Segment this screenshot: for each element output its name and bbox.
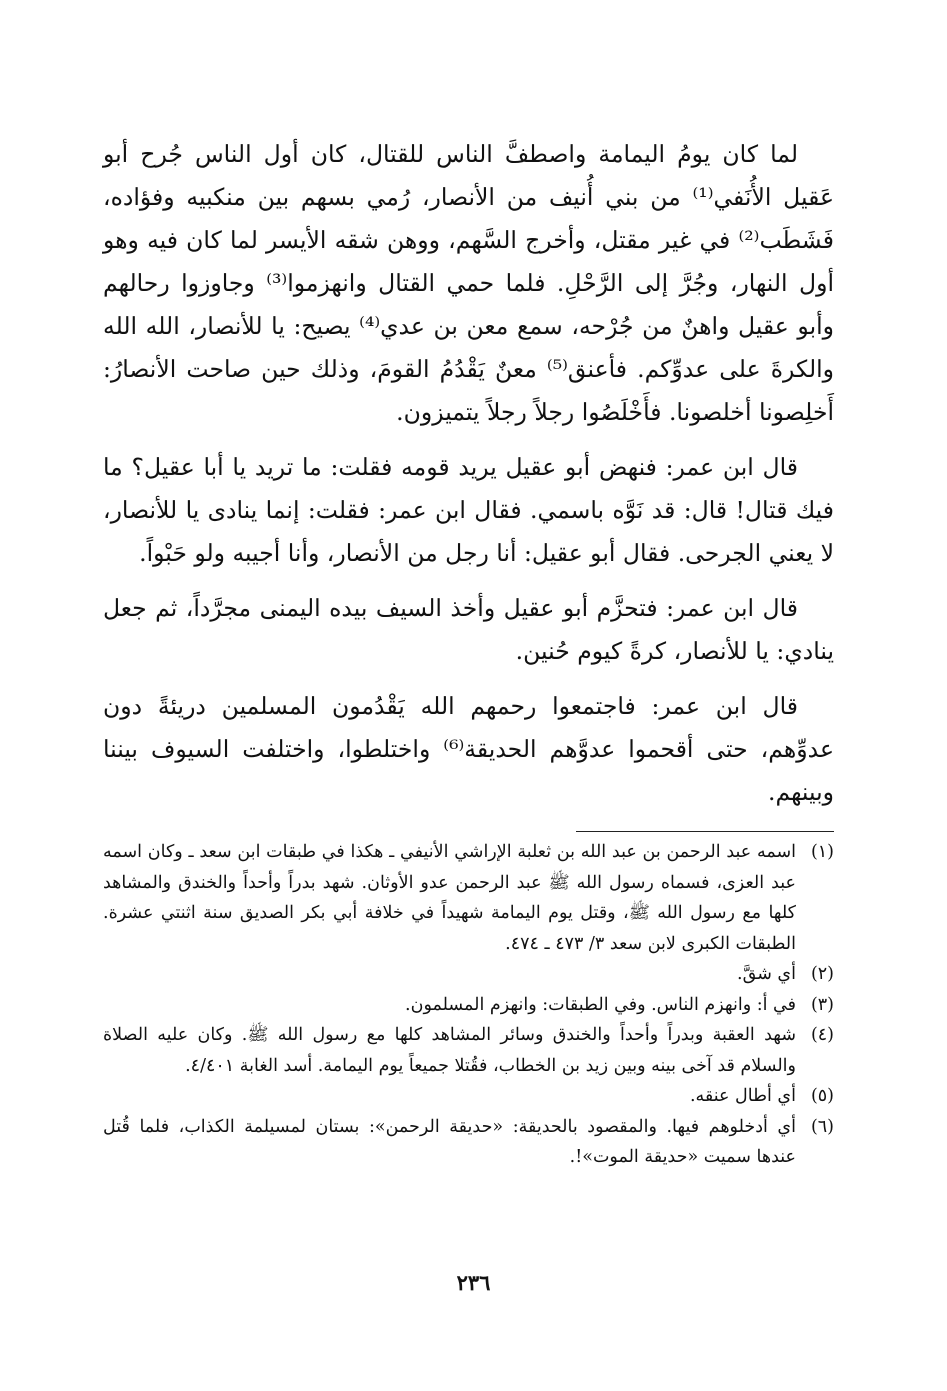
footnote-number: (٤) xyxy=(810,1025,834,1045)
footnote-number: (١) xyxy=(810,842,834,862)
footnote-item xyxy=(103,1081,834,1112)
footnote-text: أي أدخلوهم فيها. والمقصود بالحديقة: «حديقة الرحمن»: بستان لمسيلمة الكذاب، فلما قُتل عندها سميت «حديقة الموت»!. xyxy=(103,1116,796,1167)
page-number: ٢٣٦ xyxy=(456,1270,491,1295)
paragraph: لما كان يومُ اليمامة واصطفَّ الناس للقتال، كان أول الناس جُرح أبو عَقيل الأُنَفي⁽¹⁾ من بني أُنيف من الأنصار، رُمي بسهم بين منكبيه وفؤاده، فَشَطَب⁽²⁾ في غير مقتل، وأخرج السَّهم، ووهن شقه الأيسر لما كان فيه وهو أول النهار، وجُرَّ إلى الرَّحْلِ. فلما حمي القتال وانهزموا⁽³⁾ وجاوزوا رحالهم وأبو عقيل واهنٌ من جُرْحه، سمع معن بن عدي⁽⁴⁾ يصيح: يا للأنصار، الله الله والكرةَ على عدوِّكم. فأعنق⁽⁵⁾ معنٌ يَقْدُمُ القومَ، وذلك حين صاحت الأنصارُ: أَخلِصونا أخلصونا. فأَخْلَصُوا رجلاً رجلاً يتميزون. xyxy=(103,140,835,426)
footnote-text: أي أطال عنقه. xyxy=(689,1086,796,1106)
footnote-item xyxy=(103,990,834,1021)
paragraph: قال ابن عمر: فتحزَّم أبو عقيل وأخذ السيف بيده اليمنى مجرَّداً، ثم جعل ينادي: يا للأنصار، كرةً كيوم حُنين. xyxy=(103,594,834,665)
footnote-item xyxy=(103,959,834,990)
footnote-item xyxy=(103,1112,834,1173)
footnote-number: (٢) xyxy=(810,964,834,984)
footnote-item xyxy=(103,837,834,959)
paragraph: قال ابن عمر: فنهض أبو عقيل يريد قومه فقلت: ما تريد يا أبا عقيل؟ ما فيك قتال! قال: قد نَوَّه باسمي. فقال ابن عمر: فقلت: إنما ينادى يا للأنصار، لا يعني الجرحى. فقال أبو عقيل: أنا رجل من الأنصار، وأنا أجيبه ولو حَبْواً. xyxy=(103,453,834,567)
footnote-number: (٣) xyxy=(810,994,834,1015)
footnote-text: شهد العقبة وبدراً وأحداً والخندق وسائر المشاهد كلها مع رسول الله ﷺ. وكان عليه الصلاة والسلام قد آخى بينه وبين زيد بن الخطاب، فقُتلا جميعاً يوم اليمامة. أسد الغابة ٤/٤٠١. xyxy=(103,1025,796,1076)
footnote-text: أي شقَّ. xyxy=(737,964,796,984)
footnote-divider xyxy=(576,831,834,832)
footnote-item xyxy=(103,1020,834,1081)
main-text xyxy=(103,133,834,814)
paragraph: قال ابن عمر: فاجتمعوا رحمهم الله يَقْدُمون المسلمين دريئةً دون عدوِّهم، حتى أقحموا عدوَّهم الحديقة⁽⁶⁾ واختلطوا، واختلفت السيوف بيننا وبينهم. xyxy=(103,692,835,806)
footnote-text: في أ: وانهزم الناس. وفي الطبقات: وانهزم المسلمون. xyxy=(405,994,796,1015)
footnote-number: (٦) xyxy=(810,1116,834,1137)
footnotes-list xyxy=(103,837,834,1173)
footnote-text: اسمه عبد الرحمن بن عبد الله بن ثعلبة الإراشي الأنيفي ـ هكذا في طبقات ابن سعد ـ وكان اسمه عبد العزى، فسماه رسول الله ﷺ عبد الرحمن عدو الأوثان. شهد بدراً وأحداً والخندق والمشاهد كلها مع رسول الله ﷺ، وقتل يوم اليمامة شهيداً في خلافة أبي بكر الصديق سنة اثنتي عشرة. الطبقات الكبرى لابن سعد ٣/ ٤٧٣ ـ ٤٧٤. xyxy=(103,842,796,954)
footnote-number: (٥) xyxy=(810,1086,834,1106)
